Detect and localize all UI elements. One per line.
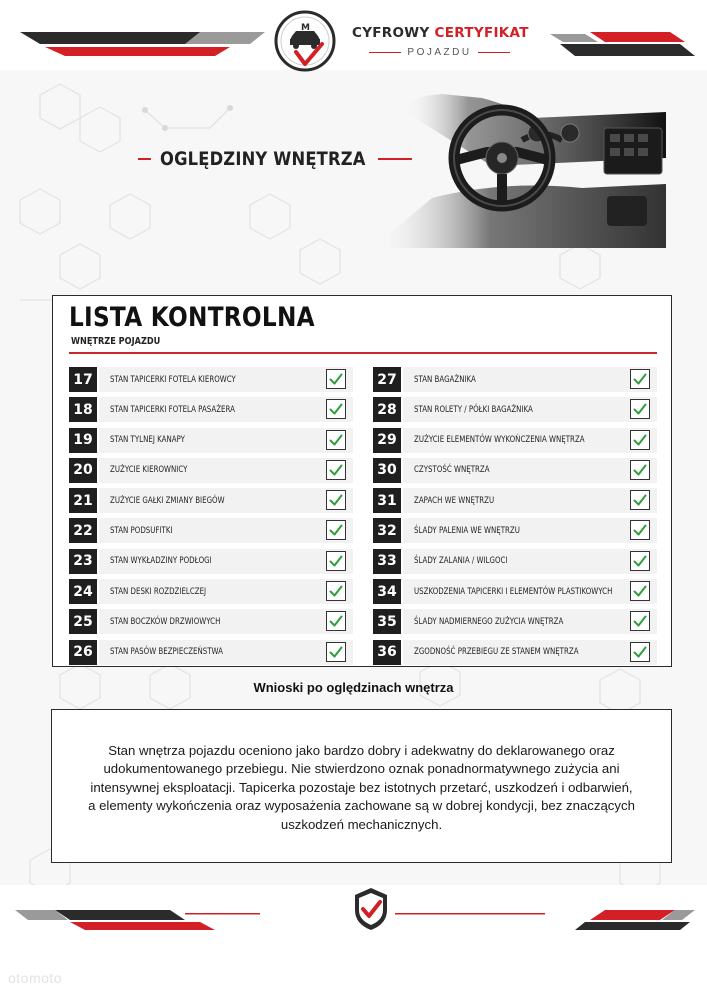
checklist-row bbox=[69, 457, 353, 487]
right-footer-stripes bbox=[390, 900, 707, 940]
checkmark-icon bbox=[632, 401, 648, 417]
checkmark-icon bbox=[328, 401, 344, 417]
checklist-item-number: 23 bbox=[69, 549, 97, 574]
checklist-row bbox=[69, 487, 353, 517]
checkmark-icon bbox=[328, 371, 344, 387]
checkmark-icon bbox=[328, 613, 344, 629]
checklist-item-label: CZYSTOŚĆ WNĘTRZA bbox=[414, 465, 490, 476]
brand-title bbox=[352, 25, 527, 41]
brand-logo-badge bbox=[274, 10, 336, 72]
checklist-row bbox=[373, 487, 657, 517]
checklist-item-number: 25 bbox=[69, 609, 97, 634]
brand-wordmark bbox=[352, 25, 527, 58]
brand-subtitle-row bbox=[352, 47, 527, 58]
checklist-item-label: USZKODZENIA TAPICERKI I ELEMENTÓW PLASTIKOWYCH bbox=[414, 586, 613, 597]
checklist-checkbox[interactable] bbox=[326, 611, 346, 631]
checklist-item-label: ZAPACH WE WNĘTRZU bbox=[414, 495, 495, 506]
checklist-row bbox=[373, 396, 657, 426]
checkmark-icon bbox=[632, 553, 648, 569]
checklist-column-right bbox=[373, 366, 657, 669]
checklist-item-number: 30 bbox=[373, 458, 401, 483]
checklist-row bbox=[69, 639, 353, 669]
checklist-checkbox[interactable] bbox=[630, 611, 650, 631]
conclusions-box bbox=[51, 709, 672, 863]
checklist-item-number: 21 bbox=[69, 488, 97, 513]
checkmark-icon bbox=[328, 492, 344, 508]
checklist-item-number: 26 bbox=[69, 640, 97, 665]
brand-subtitle: POJAZDU bbox=[407, 47, 472, 58]
checklist-checkbox[interactable] bbox=[326, 399, 346, 419]
checklist-item-label: ŚLADY ZALANIA / WILGOCI bbox=[414, 556, 508, 567]
checklist-row bbox=[69, 427, 353, 457]
checklist-column-left bbox=[69, 366, 353, 669]
checkmark-icon bbox=[328, 644, 344, 660]
checklist-subtitle: WNĘTRZE POJAZDU bbox=[71, 336, 161, 347]
checklist-row bbox=[373, 548, 657, 578]
checklist-checkbox[interactable] bbox=[326, 551, 346, 571]
checklist-item-number: 34 bbox=[373, 579, 401, 604]
checklist-item-label: STAN BOCZKÓW DRZWIOWYCH bbox=[110, 616, 221, 627]
checkmark-icon bbox=[328, 432, 344, 448]
left-header-stripes bbox=[0, 20, 270, 60]
checklist-checkbox[interactable] bbox=[630, 551, 650, 571]
checkmark-icon bbox=[632, 371, 648, 387]
checklist-item-label: ZUŻYCIE KIEROWNICY bbox=[110, 465, 188, 476]
checklist-checkbox[interactable] bbox=[630, 520, 650, 540]
checklist-row bbox=[373, 608, 657, 638]
checkmark-icon bbox=[328, 522, 344, 538]
checklist-checkbox[interactable] bbox=[326, 369, 346, 389]
checklist-item-label: ZUŻYCIE GAŁKI ZMIANY BIEGÓW bbox=[110, 495, 225, 506]
checklist-row bbox=[373, 427, 657, 457]
checklist-checkbox[interactable] bbox=[630, 581, 650, 601]
checklist-item-number: 17 bbox=[69, 367, 97, 392]
checklist-checkbox[interactable] bbox=[630, 642, 650, 662]
checklist-checkbox[interactable] bbox=[326, 581, 346, 601]
hero-title: OGLĘDZINY WNĘTRZA bbox=[159, 148, 366, 170]
checkmark-icon bbox=[632, 644, 648, 660]
checklist-checkbox[interactable] bbox=[630, 490, 650, 510]
checklist-item-label: STAN BAGAŻNIKA bbox=[414, 374, 476, 385]
checklist-checkbox[interactable] bbox=[630, 399, 650, 419]
checklist-title: LISTA KONTROLNA bbox=[69, 302, 315, 333]
checkmark-icon bbox=[632, 492, 648, 508]
checklist-item-number: 29 bbox=[373, 428, 401, 453]
brand-divider-left bbox=[369, 52, 401, 53]
left-footer-stripes bbox=[0, 900, 260, 940]
checklist-row bbox=[373, 578, 657, 608]
checklist-item-label: STAN WYKŁADZINY PODŁOGI bbox=[110, 556, 212, 567]
checklist-row bbox=[69, 548, 353, 578]
checklist-item-label: STAN PASÓW BEZPIECZEŃSTWA bbox=[110, 647, 223, 658]
brand-divider-right bbox=[478, 52, 510, 53]
checklist-item-label: STAN TYLNEJ KANAPY bbox=[110, 435, 185, 446]
checklist-checkbox[interactable] bbox=[326, 642, 346, 662]
checklist-item-number: 27 bbox=[373, 367, 401, 392]
checklist-item-number: 19 bbox=[69, 428, 97, 453]
checkmark-icon bbox=[632, 613, 648, 629]
checklist-row bbox=[69, 578, 353, 608]
checklist-item-number: 20 bbox=[69, 458, 97, 483]
checklist-item-label: STAN ROLETY / PÓŁKI BAGAŻNIKA bbox=[414, 404, 533, 415]
checklist-checkbox[interactable] bbox=[630, 460, 650, 480]
checklist-item-number: 22 bbox=[69, 518, 97, 543]
hero-title-block bbox=[138, 142, 408, 176]
car-interior-image bbox=[372, 88, 666, 248]
checklist-checkbox[interactable] bbox=[630, 430, 650, 450]
checklist-item-label: ŚLADY PALENIA WE WNĘTRZU bbox=[414, 525, 520, 536]
hero-line-left bbox=[138, 158, 151, 160]
checklist-item-number: 32 bbox=[373, 518, 401, 543]
checklist-item-number: 36 bbox=[373, 640, 401, 665]
logo-initials: M bbox=[301, 23, 310, 33]
checklist-row bbox=[69, 366, 353, 396]
checklist-divider bbox=[69, 352, 657, 354]
conclusions-title: Wnioski po oględzinach wnętrza bbox=[253, 680, 454, 695]
checklist-item-label: STAN TAPICERKI FOTELA PASAŻERA bbox=[110, 404, 235, 415]
checkmark-icon bbox=[632, 583, 648, 599]
checklist-row bbox=[373, 517, 657, 547]
checklist-item-number: 24 bbox=[69, 579, 97, 604]
checklist-row bbox=[373, 457, 657, 487]
checklist-row bbox=[69, 608, 353, 638]
checkmark-icon bbox=[632, 522, 648, 538]
watermark: otomoto bbox=[8, 970, 63, 986]
checklist-checkbox[interactable] bbox=[326, 430, 346, 450]
conclusions-text: Stan wnętrza pojazdu oceniono jako bardzo dobry i adekwatny do deklarowanego oraz udokumentowanego przebiegu. Nie stwierdzono oznak ponadnormatywnego zużycia ani intensywnej eksploatacji. Tapicerka pozostaje bez istotnych przetarć, uszkodzeń i odbarwień, a elementy wykończenia oraz wyposażenia zachowane są w dobrej kondycji, bez znaczących uszkodzeń mechanicznych. bbox=[88, 743, 635, 832]
brand-title-prefix: CYFROWY bbox=[352, 25, 430, 41]
checklist-item-label: STAN TAPICERKI FOTELA KIEROWCY bbox=[110, 374, 236, 385]
checklist-item-label: ŚLADY NADMIERNEGO ZUŻYCIA WNĘTRZA bbox=[414, 616, 564, 627]
checklist-checkbox[interactable] bbox=[326, 520, 346, 540]
checklist-row bbox=[69, 517, 353, 547]
right-header-stripes bbox=[530, 20, 707, 60]
checklist-item-label: STAN DESKI ROZDZIELCZEJ bbox=[110, 586, 207, 597]
checklist-item-number: 31 bbox=[373, 488, 401, 513]
checklist-item-number: 33 bbox=[373, 549, 401, 574]
checklist-checkbox[interactable] bbox=[326, 460, 346, 480]
checkmark-icon bbox=[632, 432, 648, 448]
checkmark-icon bbox=[328, 462, 344, 478]
checkmark-icon bbox=[632, 462, 648, 478]
checklist-item-number: 18 bbox=[69, 397, 97, 422]
checkmark-icon bbox=[328, 583, 344, 599]
footer-shield-icon bbox=[351, 886, 391, 932]
checklist-panel bbox=[52, 295, 672, 667]
checklist-row bbox=[69, 396, 353, 426]
checklist-item-label: ZGODNOŚĆ PRZEBIEGU ZE STANEM WNĘTRZA bbox=[414, 647, 579, 658]
brand-title-accent: CERTYFIKAT bbox=[434, 25, 529, 41]
checkmark-icon bbox=[328, 553, 344, 569]
checklist-row bbox=[373, 639, 657, 669]
checklist-checkbox[interactable] bbox=[326, 490, 346, 510]
checklist-item-number: 28 bbox=[373, 397, 401, 422]
checklist-row bbox=[373, 366, 657, 396]
checklist-item-label: ZUŻYCIE ELEMENTÓW WYKOŃCZENIA WNĘTRZA bbox=[414, 435, 585, 446]
checklist-item-label: STAN PODSUFITKI bbox=[110, 525, 173, 536]
checklist-checkbox[interactable] bbox=[630, 369, 650, 389]
checklist-item-number: 35 bbox=[373, 609, 401, 634]
